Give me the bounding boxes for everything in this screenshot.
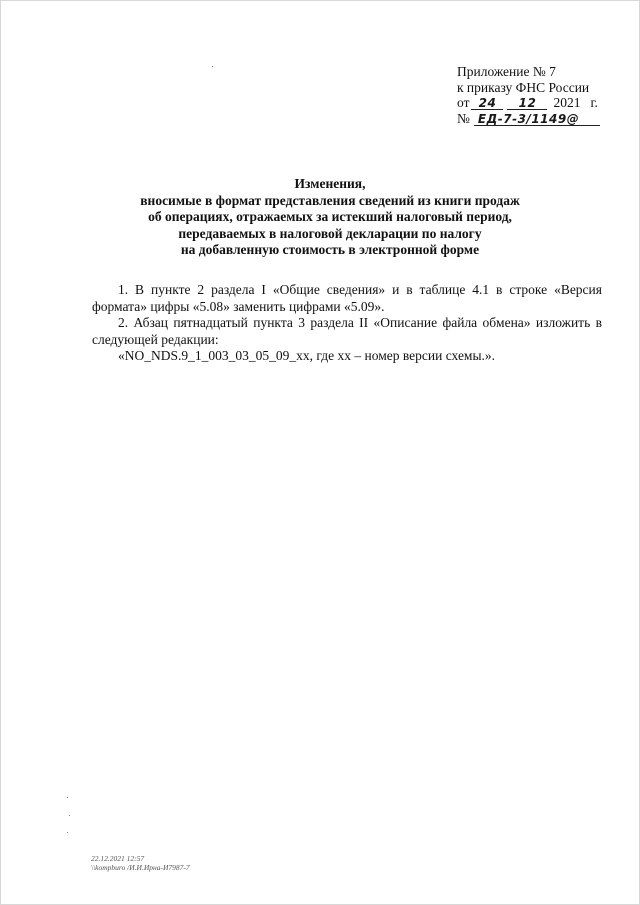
number-prefix: № xyxy=(457,110,470,126)
print-path: \\kompburo /И.И.Ирна-И7987-7 xyxy=(91,863,190,872)
scan-speck xyxy=(69,815,70,816)
document-title xyxy=(80,176,580,259)
scan-speck xyxy=(67,797,68,798)
scan-speck xyxy=(67,832,68,833)
title-line: об операциях, отражаемых за истекший налоговый период, xyxy=(148,209,512,224)
title-line: передаваемых в налоговой декларации по налогу xyxy=(178,225,482,241)
paragraph-1: 1. В пункте 2 раздела I «Общие сведения» и в таблице 4.1 в строке «Версия формата» цифры «5.08» заменить цифрами «5.09». xyxy=(92,282,602,314)
title-line: на добавленную стоимость в электронной форме xyxy=(180,242,480,257)
paragraph-3: «NO_NDS.9_1_003_03_05_09_xx, где xx – номер версии схемы.». xyxy=(118,348,496,363)
date-month: 12 xyxy=(507,97,547,110)
attachment-number xyxy=(457,111,627,127)
date-day: 24 xyxy=(471,97,503,110)
print-stamp xyxy=(91,854,190,872)
date-prefix: от xyxy=(457,95,470,110)
scan-speck xyxy=(212,66,213,67)
date-suffix: г. xyxy=(590,95,598,110)
document-body xyxy=(92,282,602,365)
attachment-order-ref: к приказу ФНС России xyxy=(457,79,590,95)
date-year: 2021 xyxy=(553,95,581,110)
attachment-header xyxy=(457,64,627,126)
attachment-date xyxy=(457,95,627,111)
print-timestamp: 22.12.2021 12:57 xyxy=(91,854,145,863)
paragraph-2: 2. Абзац пятнадцатый пункта 3 раздела II «Описание файла обмена» изложить в следующей редакции: xyxy=(92,315,602,347)
attachment-title: Приложение № 7 xyxy=(457,64,556,79)
title-line: Изменения, xyxy=(294,176,366,191)
title-line: вносимые в формат представления сведений из книги продаж xyxy=(140,192,520,208)
order-number: ЕД-7-3/1149@ xyxy=(474,113,600,126)
